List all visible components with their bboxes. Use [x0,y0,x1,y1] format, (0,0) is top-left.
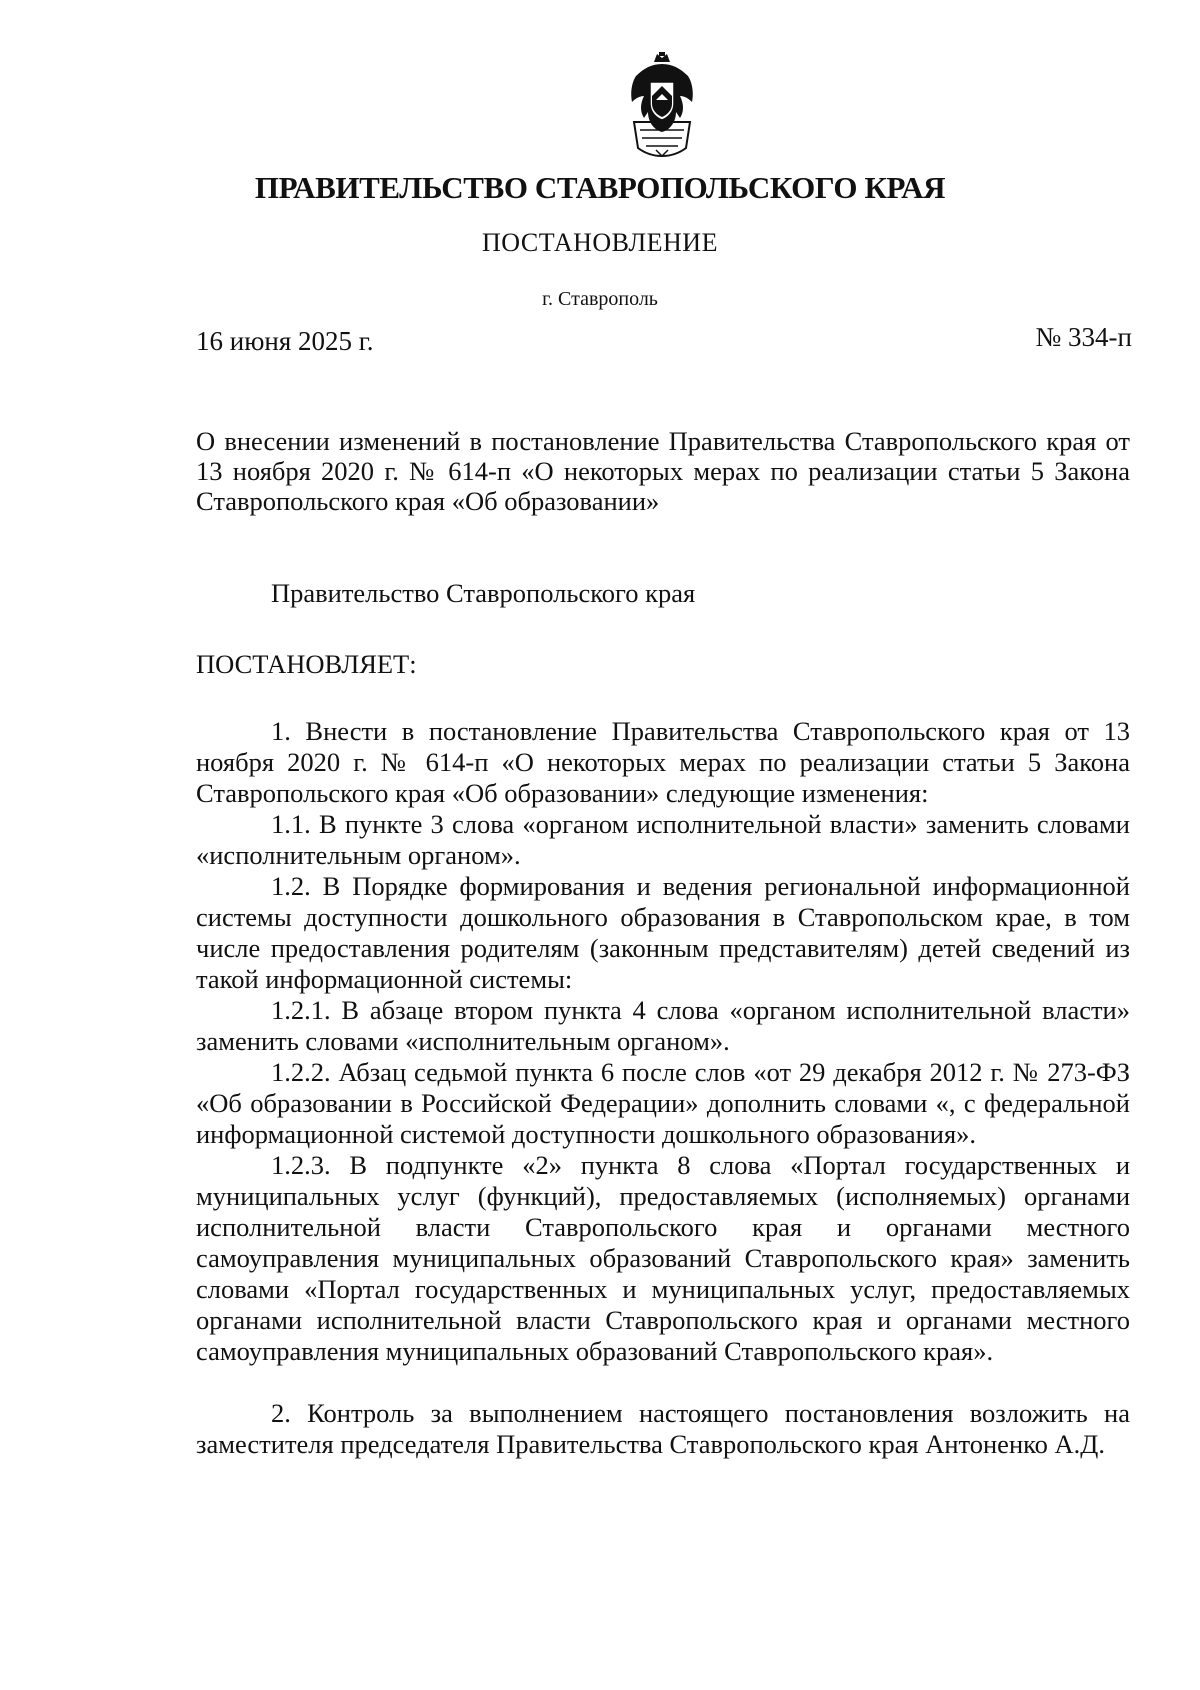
paragraph: 1.2.2. Абзац седьмой пункта 6 после слов «от 29 декабря 2012 г. № 273-ФЗ «Об образовании в Российской Федерации» дополнить словами «, с федеральной информационной системой доступности дошкольного образования». [196,1057,1130,1149]
document-type: ПОСТАНОВЛЕНИЕ [482,228,718,257]
paragraph: 1.1. В пункте 3 слова «органом исполнительной власти» заменить словами «исполнительным органом». [196,809,1130,870]
document-number: № 334-п [1035,322,1132,352]
document-date: 16 июня 2025 г. [196,326,374,356]
document-body [196,578,1130,1460]
coat-of-arms-icon [626,52,698,158]
paragraph: 1.2. В Порядке формирования и ведения региональной информационной системы доступности дошкольного образования в Ставропольском крае, в том числе предоставления родителям (законным представителям) детей сведений из такой информационной системы: [196,871,1130,994]
government-title: ПРАВИТЕЛЬСТВО СТАВРОПОЛЬСКОГО КРАЯ [254,170,946,205]
paragraph: 2. Контроль за выполнением настоящего постановления возложить на заместителя председателя Правительства Ставропольского края Антоненко А.Д. [196,1398,1130,1459]
decree-word: ПОСТАНОВЛЯЕТ: [196,649,417,679]
paragraph: 1.2.3. В подпункте «2» пункта 8 слова «Портал государственных и муниципальных услуг (функций), предоставляемых (исполняемых) органами исполнительной власти Ставропольского края и органами местного самоуправления муниципальных образований Ставропольского края» заменить словами «Портал государственных и муниципальных услуг, предоставляемых органами исполнительной власти Ставропольского края и органами местного самоуправления муниципальных образований Ставропольского края». [196,1150,1130,1366]
document-subject: О внесении изменений в постановление Правительства Ставропольского края от 13 ноября 2020 г. № 614-п «О некоторых мерах по реализации статьи 5 Закона Ставропольского края «Об образовании» [196,426,1130,516]
city: г. Ставрополь [542,288,658,310]
paragraph: 1. Внести в постановление Правительства Ставропольского края от 13 ноября 2020 г. № 614-п «О некоторых мерах по реализации статьи 5 Закона Ставропольского края «Об образовании» следующие изменения: [196,716,1130,808]
intro-line: Правительство Ставропольского края [271,578,696,608]
paragraph: 1.2.1. В абзаце втором пункта 4 слова «органом исполнительной власти» заменить словами «исполнительным органом». [196,995,1130,1056]
